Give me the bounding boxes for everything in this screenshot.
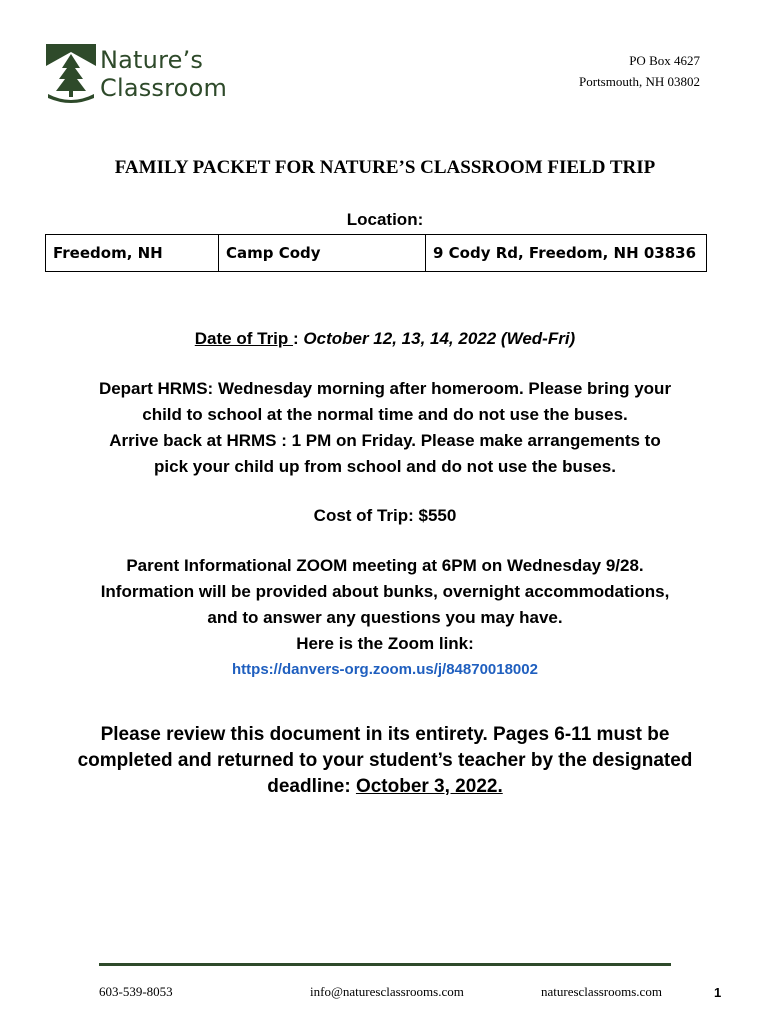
zoom-line: Information will be provided about bunks, overnight accommodations, bbox=[100, 582, 670, 601]
logo bbox=[46, 44, 246, 108]
pine-tree-logo-icon bbox=[46, 44, 96, 106]
schedule-line: Arrive back at HRMS : 1 PM on Friday. Please make arrangements to bbox=[109, 431, 661, 450]
zoom-line: and to answer any questions you may have. bbox=[207, 608, 563, 627]
page-number: 1 bbox=[714, 985, 722, 1000]
logo-text-line1: Nature’s bbox=[100, 46, 204, 74]
trip-date-value: October 12, 13, 14, 2022 (Wed-Fri) bbox=[303, 329, 576, 348]
location-label: Location: bbox=[346, 210, 424, 229]
footer-website: naturesclassrooms.com bbox=[541, 984, 662, 999]
zoom-line: Here is the Zoom link: bbox=[296, 634, 474, 653]
location-camp: Camp Cody bbox=[219, 235, 426, 272]
zoom-link[interactable]: https://danvers-org.zoom.us/j/84870018002 bbox=[232, 661, 538, 678]
footer-email: info@naturesclassrooms.com bbox=[310, 984, 464, 999]
schedule-info bbox=[0, 376, 770, 480]
trip-date-label: Date of Trip bbox=[194, 329, 294, 348]
footer-divider bbox=[99, 963, 671, 966]
review-notice bbox=[0, 722, 770, 800]
location-address: 9 Cody Rd, Freedom, NH 03836 bbox=[426, 235, 707, 272]
review-line-deadline bbox=[0, 774, 770, 800]
page-title: FAMILY PACKET FOR NATURE’S CLASSROOM FIELD TRIP bbox=[114, 157, 656, 178]
deadline-date: October 3, 2022. bbox=[355, 776, 503, 797]
mailing-address bbox=[579, 50, 700, 92]
table-row bbox=[46, 235, 707, 272]
trip-date-separator: : bbox=[293, 329, 304, 348]
review-line: completed and returned to your student’s teacher by the designated bbox=[77, 750, 693, 771]
deadline-prefix: deadline: bbox=[267, 776, 356, 797]
location-town: Freedom, NH bbox=[46, 235, 219, 272]
schedule-line: Depart HRMS: Wednesday morning after homeroom. Please bring your bbox=[98, 379, 672, 398]
address-line-1: PO Box 4627 bbox=[629, 53, 700, 68]
logo-text-line2: Classroom bbox=[100, 74, 228, 102]
zoom-info bbox=[0, 553, 770, 683]
location-table bbox=[45, 234, 707, 272]
schedule-line: pick your child up from school and do not use the buses. bbox=[154, 457, 616, 476]
review-line: Please review this document in its entirety. Pages 6-11 must be bbox=[100, 724, 670, 745]
trip-date bbox=[0, 326, 770, 352]
address-line-2: Portsmouth, NH 03802 bbox=[579, 74, 700, 89]
zoom-line: Parent Informational ZOOM meeting at 6PM on Wednesday 9/28. bbox=[126, 556, 644, 575]
footer-phone: 603-539-8053 bbox=[99, 984, 173, 999]
schedule-line: child to school at the normal time and do not use the buses. bbox=[142, 405, 628, 424]
trip-cost: Cost of Trip: $550 bbox=[313, 506, 457, 525]
